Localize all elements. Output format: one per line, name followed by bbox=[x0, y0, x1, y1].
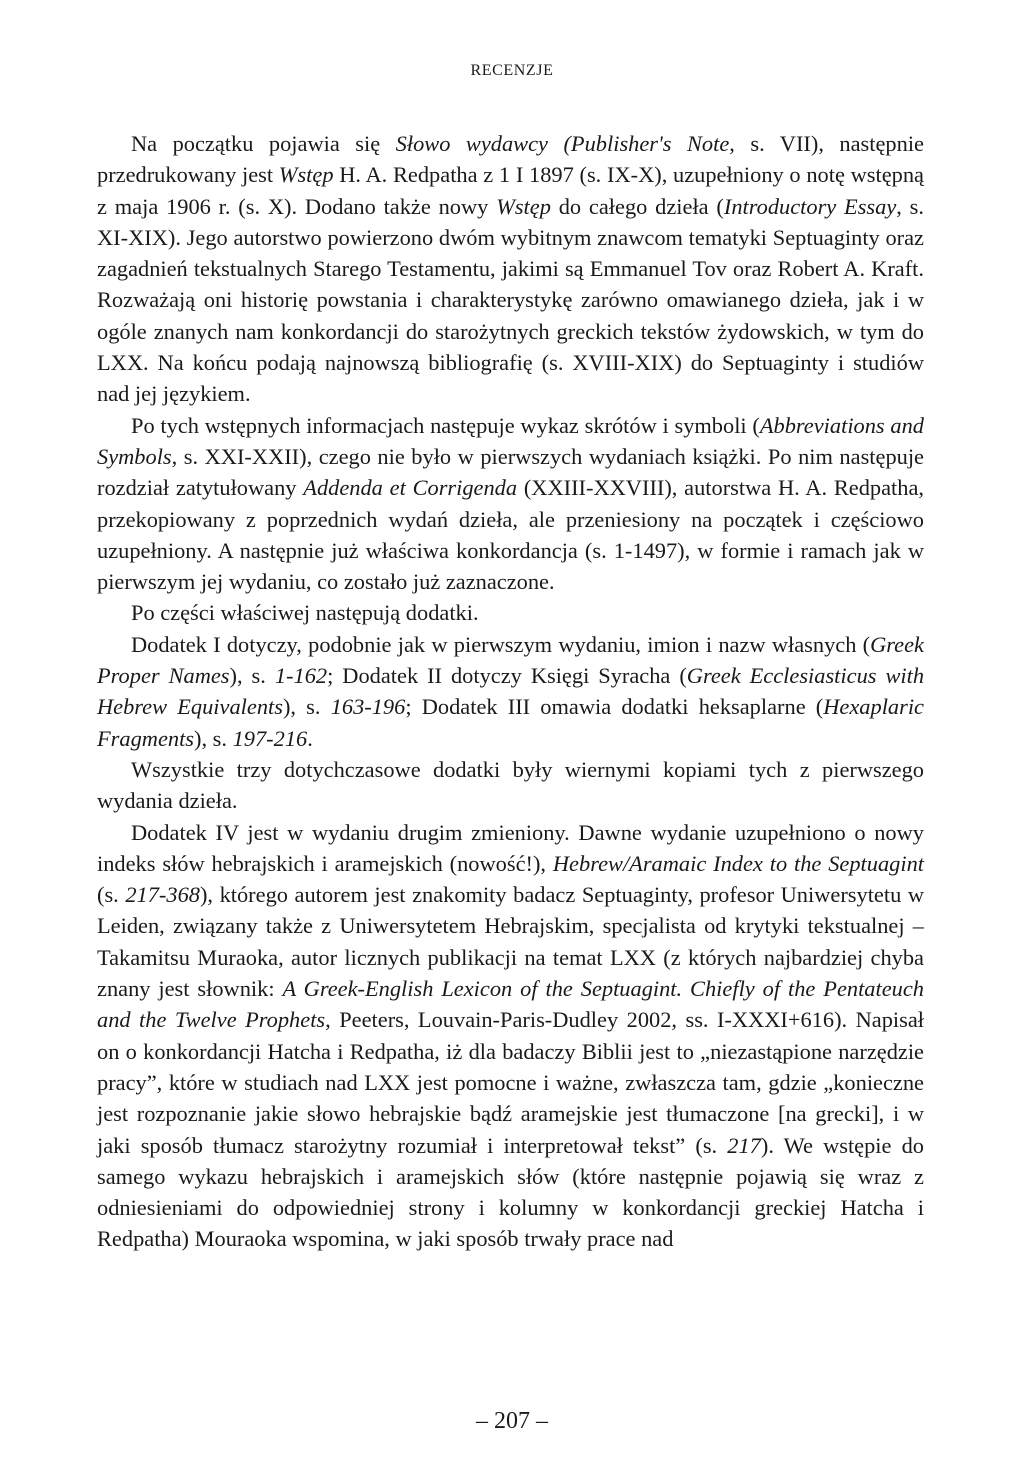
body-text bbox=[97, 128, 924, 1255]
text-span: Na początku pojawia się bbox=[131, 131, 396, 156]
text-span: ), którego autorem jest znakomity badacz Septuaginty, profesor Uniwersytetu w Leiden, związany także z Uniwersytetem Hebrajskim, specjalista od krytyki tekstualnej – Takamitsu Muraoka, autor licznych publikacji na temat LXX (z których najbardziej chyba znany jest słownik: bbox=[97, 882, 924, 1002]
text-span: H. A. Redpatha z 1 I 1897 (s. IX-X), uzupełniony o notę wstępną z maja 1906 r. (s. X). Dodano także nowy bbox=[97, 162, 924, 219]
paragraph-6 bbox=[97, 817, 924, 1255]
text-span: ), s. bbox=[229, 663, 275, 689]
text-span: do całego dzieła ( bbox=[550, 193, 724, 219]
text-span: Po tych wstępnych informacjach następuje wykaz skrótów i symboli ( bbox=[131, 412, 760, 438]
text-span: ). We wstępie do samego wykazu hebrajskich i aramejskich słów (które następnie pojawią się wraz z odniesieniami do odpowiedniej strony i kolumny w konkordancji greckiej Hatcha i Redpatha) Mouraoka wspomina, w jaki sposób trwały prace nad bbox=[97, 1132, 924, 1252]
italic-title: Introductory Essay bbox=[723, 193, 897, 219]
italic-title: Hebrew/Aramaic Index to the Septuagint bbox=[552, 850, 924, 876]
italic-title: Addenda et Corrigenda bbox=[303, 475, 518, 501]
text-span: ), s. bbox=[194, 725, 233, 751]
text-span: ; Dodatek III omawia dodatki heksaplarne ( bbox=[405, 694, 824, 720]
page-number: – 207 – bbox=[476, 1408, 548, 1434]
italic-page-range: 217 bbox=[727, 1132, 761, 1158]
paragraph-3 bbox=[97, 597, 924, 628]
text-span: (s. bbox=[97, 882, 126, 908]
text-span: , Peeters, Louvain-Paris-Dudley 2002, ss. I-XXXI+616). Napisał on o konkordancji Hatcha i Redpatha, iż dla badaczy Biblii jest to „niezastąpione narzędzie pracy”, które w studiach nad LXX jest pomocne i ważne, zwłaszcza tam, gdzie „konieczne jest rozpoznanie jakie słowo hebrajskie bądź aramejskie jest tłumaczone [na grecki], i w jaki sposób tłumacz starożytny rozumiał i interpretował tekst” (s. bbox=[97, 1007, 924, 1158]
italic-title: Greek Ecclesiasticus with Hebrew Equivalents bbox=[97, 663, 925, 720]
paragraph-5 bbox=[97, 754, 924, 817]
text-span: , s. XXI-XXII), czego nie było w pierwszych wydaniach książki. Po nim następuje rozdział zatytułowany bbox=[97, 443, 924, 501]
italic-title: Greek Proper Names bbox=[97, 631, 924, 689]
italic-page-range: 217-368 bbox=[125, 882, 200, 908]
italic-title: Wstęp bbox=[278, 162, 334, 188]
italic-title: Wstęp bbox=[496, 193, 551, 219]
text-span: . bbox=[307, 725, 313, 751]
text-span: Dodatek IV jest w wydaniu drugim zmieniony. Dawne wydanie uzupełniono o nowy indeks słów hebrajskich i aramejskich (nowość!), bbox=[97, 819, 924, 876]
text-span: ), s. bbox=[282, 694, 331, 720]
italic-title: Słowo wydawcy (Publisher's Note bbox=[395, 131, 730, 156]
paragraph-2 bbox=[97, 410, 924, 598]
italic-page-range: 163-196 bbox=[330, 694, 406, 720]
text-span: Wszystkie trzy dotychczasowe dodatki były wiernymi kopiami tych z pierwszego wydania dzieła. bbox=[97, 756, 924, 814]
paragraph-1 bbox=[97, 128, 924, 410]
italic-page-range: 197-216 bbox=[232, 725, 308, 751]
text-span: ; Dodatek II dotyczy Księgi Syracha ( bbox=[327, 663, 687, 689]
text-span: Dodatek I dotyczy, podobnie jak w pierwszym wydaniu, imion i nazw własnych ( bbox=[131, 631, 871, 657]
paragraph-4 bbox=[97, 629, 924, 754]
italic-title: Abbreviations and Symbols bbox=[97, 412, 924, 469]
running-header: RECENZJE bbox=[470, 62, 554, 79]
italic-page-range: 1-162 bbox=[274, 663, 328, 689]
text-span: , s. XI-XIX). Jego autorstwo powierzono dwóm wybitnym znawcom tematyki Septuaginty oraz zagadnień tekstualnych Starego Testamentu, jakimi są Emmanuel Tov oraz Robert A. Kraft. Rozważają oni historię powstania i charakterystykę zarówno omawianego dzieła, jak i w ogóle znanych nam konkordancji do starożytnych greckich tekstów żydowskich, w tym do LXX. Na końcu podają najnowszą bibliografię (s. XVIII-XIX) do Septuaginty i studiów nad jej językiem. bbox=[97, 193, 924, 407]
italic-title: A Greek-English Lexicon of the Septuagint. Chiefly of the Pentateuch and the Twelve Prophets bbox=[97, 976, 924, 1033]
text-span: (XXIII-XXVIII), autorstwa H. A. Redpatha, przekopiowany z poprzednich wydań dzieła, ale przeniesiony na początek i częściowo uzupełniony. A następnie już właściwa konkordancja (s. 1-1497), w formie i ramach jak w pierwszym jej wydaniu, co zostało już zaznaczone. bbox=[97, 475, 924, 595]
text-span: Po części właściwej następują dodatki. bbox=[131, 600, 479, 626]
italic-title: Hexaplaric Fragments bbox=[97, 694, 924, 751]
text-span: , s. VII), następnie przedrukowany jest bbox=[97, 131, 924, 188]
